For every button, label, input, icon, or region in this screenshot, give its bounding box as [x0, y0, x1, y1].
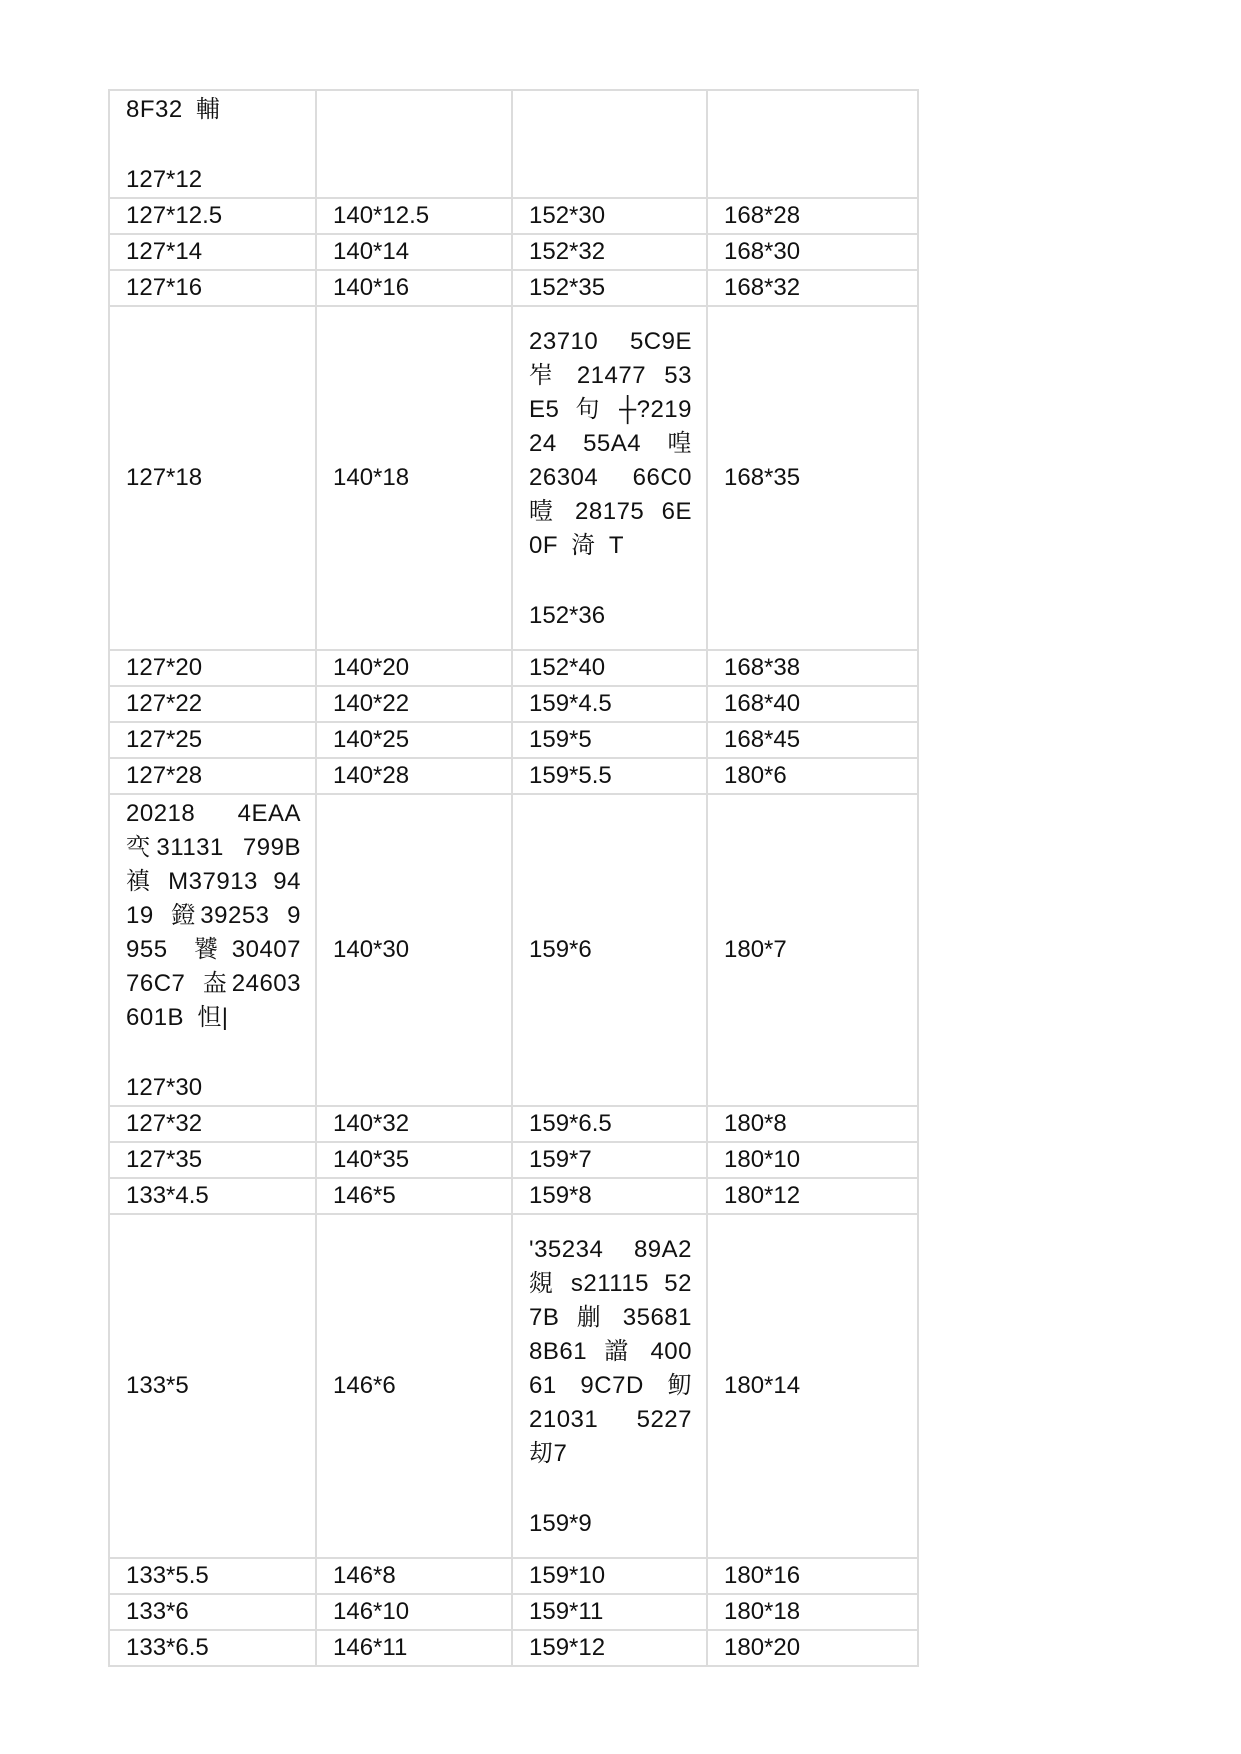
cell-value: 127*14: [126, 238, 203, 265]
table-cell: [707, 758, 918, 794]
table-cell: [512, 1558, 707, 1594]
table-cell: [109, 722, 316, 758]
cell-value: 140*14: [333, 238, 410, 265]
cell-value: 180*8: [724, 1110, 787, 1137]
table-cell: [109, 90, 316, 198]
table-cell: [316, 198, 512, 234]
cell-value: 140*18: [333, 464, 410, 491]
cell-value: 152*35: [529, 274, 606, 301]
cell-value: 159*6.5: [529, 1110, 612, 1137]
table-row: [109, 198, 918, 234]
table-cell: [707, 722, 918, 758]
cell-value: 159*9: [529, 1510, 592, 1537]
cell-value: 140*30: [333, 936, 410, 963]
table-row: [109, 758, 918, 794]
table-cell: [512, 1106, 707, 1142]
table-cell: [512, 722, 707, 758]
table-cell: [512, 794, 707, 1106]
table-cell: [109, 758, 316, 794]
cell-value: 146*10: [333, 1598, 410, 1625]
table-cell: [316, 1558, 512, 1594]
table-row: [109, 686, 918, 722]
table-cell: [109, 1106, 316, 1142]
table-cell: [707, 686, 918, 722]
cell-value: 127*30: [126, 1074, 203, 1101]
cell-value: 127*20: [126, 654, 203, 681]
table-row: [109, 722, 918, 758]
table-cell: [707, 794, 918, 1106]
table-row: [109, 1178, 918, 1214]
table-cell: [707, 1630, 918, 1666]
cell-value: 159*11: [529, 1598, 604, 1625]
cell-value: 133*6.5: [126, 1634, 209, 1661]
table-cell: [707, 650, 918, 686]
table-cell: [109, 234, 316, 270]
cell-value: 140*32: [333, 1110, 410, 1137]
table-cell: [109, 198, 316, 234]
table-cell: [512, 90, 707, 198]
table-cell: [316, 1106, 512, 1142]
table-cell: [316, 1178, 512, 1214]
table-cell: [512, 686, 707, 722]
cell-value: 180*12: [724, 1182, 801, 1209]
garbled-text: 20218 4EAA 亪31131 799B 禛 M37913 9419 鐙39253 9955 饕30407 76C7 盇24603 601B 怛|: [126, 800, 301, 1031]
table-cell: [512, 1214, 707, 1558]
cell-value: 127*32: [126, 1110, 203, 1137]
cell-value: 127*22: [126, 690, 203, 717]
table-cell: [316, 686, 512, 722]
cell-value: 133*6: [126, 1598, 189, 1625]
table-cell: [316, 722, 512, 758]
table-cell: [512, 1630, 707, 1666]
cell-value: 133*5.5: [126, 1562, 209, 1589]
table-cell: [512, 198, 707, 234]
cell-value: 146*5: [333, 1182, 396, 1209]
table-cell: [707, 306, 918, 650]
table-cell: [512, 270, 707, 306]
cell-value: 159*6: [529, 936, 592, 963]
table-cell: [707, 1106, 918, 1142]
table-cell: [707, 1214, 918, 1558]
table-cell: [109, 794, 316, 1106]
table-cell: [316, 90, 512, 198]
table-cell: [316, 650, 512, 686]
cell-value: 159*7: [529, 1146, 592, 1173]
table-cell: [109, 1214, 316, 1558]
table-row: [109, 1630, 918, 1666]
cell-value: 168*38: [724, 654, 801, 681]
table-cell: [109, 270, 316, 306]
cell-value: 127*18: [126, 464, 203, 491]
table-row: [109, 306, 918, 650]
table-cell: [707, 1558, 918, 1594]
cell-value: 140*22: [333, 690, 410, 717]
table-cell: [109, 1558, 316, 1594]
cell-value: 133*4.5: [126, 1182, 209, 1209]
table-cell: [316, 1594, 512, 1630]
size-table-body: [109, 90, 918, 1666]
table-cell: [707, 234, 918, 270]
table-row: [109, 90, 918, 198]
cell-value: 127*16: [126, 274, 203, 301]
table-cell: [707, 1594, 918, 1630]
cell-value: 159*12: [529, 1634, 606, 1661]
cell-value: 127*12: [126, 166, 203, 193]
cell-value: 180*14: [724, 1372, 801, 1399]
cell-value: 152*40: [529, 654, 606, 681]
cell-value: 168*28: [724, 202, 801, 229]
cell-value: 127*12.5: [126, 202, 223, 229]
table-cell: [707, 1178, 918, 1214]
table-cell: [512, 758, 707, 794]
table-row: [109, 1594, 918, 1630]
table-cell: [316, 794, 512, 1106]
cell-value: 140*25: [333, 726, 410, 753]
cell-value: 140*35: [333, 1146, 410, 1173]
table-cell: [109, 1594, 316, 1630]
table-cell: [109, 306, 316, 650]
garbled-text: '35234 89A2 覢 s21115 527B 剻 35681 8B61 譡 40061 9C7D 鱽 21031 5227 刧7: [529, 1236, 692, 1467]
cell-value: 159*5.5: [529, 762, 612, 789]
cell-value: 180*16: [724, 1562, 801, 1589]
table-cell: [316, 758, 512, 794]
cell-value: 127*28: [126, 762, 203, 789]
cell-value: 146*11: [333, 1634, 408, 1661]
cell-value: 180*6: [724, 762, 787, 789]
cell-value: 152*30: [529, 202, 606, 229]
cell-value: 180*20: [724, 1634, 801, 1661]
table-cell: [109, 686, 316, 722]
table-cell: [109, 1630, 316, 1666]
table-cell: [512, 306, 707, 650]
table-row: [109, 650, 918, 686]
cell-value: 159*10: [529, 1562, 606, 1589]
table-row: [109, 1558, 918, 1594]
garbled-text: 8F32 輔: [126, 96, 221, 123]
table-cell: [316, 1214, 512, 1558]
table-cell: [512, 650, 707, 686]
table-row: [109, 270, 918, 306]
cell-value: 140*20: [333, 654, 410, 681]
table-cell: [512, 1178, 707, 1214]
table-cell: [512, 1594, 707, 1630]
table-row: [109, 1106, 918, 1142]
cell-value: 140*16: [333, 274, 410, 301]
table-cell: [707, 1142, 918, 1178]
table-cell: [316, 270, 512, 306]
table-cell: [707, 270, 918, 306]
cell-value: 159*8: [529, 1182, 592, 1209]
table-cell: [316, 1142, 512, 1178]
cell-value: 159*5: [529, 726, 592, 753]
cell-value: 140*28: [333, 762, 410, 789]
table-cell: [512, 234, 707, 270]
cell-value: 146*6: [333, 1372, 396, 1399]
table-row: [109, 1214, 918, 1558]
cell-value: 140*12.5: [333, 202, 430, 229]
cell-value: 133*5: [126, 1372, 189, 1399]
table-cell: [109, 1142, 316, 1178]
cell-value: 180*7: [724, 936, 787, 963]
cell-value: 127*35: [126, 1146, 203, 1173]
cell-value: 180*18: [724, 1598, 801, 1625]
cell-value: 180*10: [724, 1146, 801, 1173]
size-table: [108, 89, 919, 1667]
table-row: [109, 234, 918, 270]
table-cell: [512, 1142, 707, 1178]
cell-value: 127*25: [126, 726, 203, 753]
table-cell: [707, 90, 918, 198]
table-cell: [109, 1178, 316, 1214]
table-row: [109, 794, 918, 1106]
garbled-text: 23710 5C9E 岝 21477 53E5 句 ┼?21924 55A4 喤 26304 66C0 曀 28175 6E0F 渏 T: [529, 328, 692, 559]
table-cell: [316, 234, 512, 270]
table-row: [109, 1142, 918, 1178]
cell-value: 168*40: [724, 690, 801, 717]
cell-value: 168*32: [724, 274, 801, 301]
cell-value: 168*35: [724, 464, 801, 491]
cell-value: 152*36: [529, 602, 606, 629]
cell-value: 168*30: [724, 238, 801, 265]
cell-value: 152*32: [529, 238, 606, 265]
cell-value: 146*8: [333, 1562, 396, 1589]
table-cell: [109, 650, 316, 686]
cell-value: 159*4.5: [529, 690, 612, 717]
table-cell: [707, 198, 918, 234]
table-cell: [316, 1630, 512, 1666]
table-cell: [316, 306, 512, 650]
cell-value: 168*45: [724, 726, 801, 753]
